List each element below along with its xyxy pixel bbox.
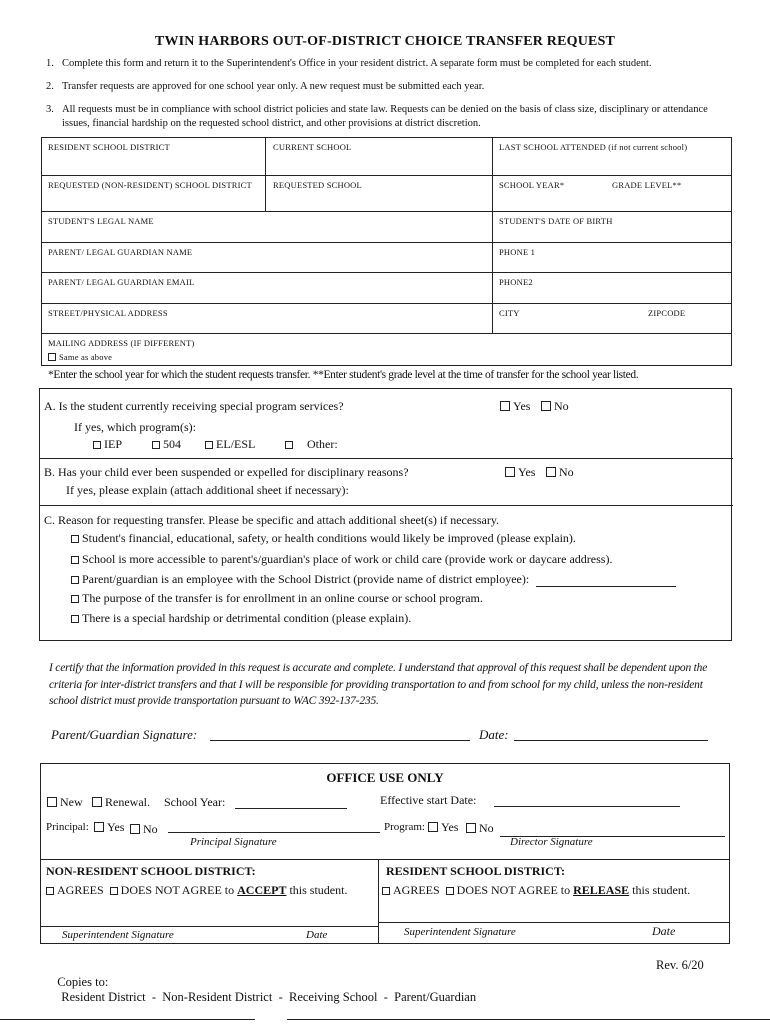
checkbox-icon[interactable] xyxy=(71,576,79,584)
resident-district-field[interactable]: RESIDENT SCHOOL DISTRICT xyxy=(48,142,170,152)
nonres-date-caption: Date xyxy=(306,929,328,941)
nonres-signature-caption: Superintendent Signature xyxy=(62,929,174,941)
program-label: Program: xyxy=(384,821,425,833)
phone2-field[interactable]: PHONE2 xyxy=(499,277,533,287)
checkbox-icon[interactable] xyxy=(71,556,79,564)
parent-name-field[interactable]: PARENT/ LEGAL GUARDIAN NAME xyxy=(48,247,193,257)
office-school-year-label: School Year: xyxy=(164,795,226,809)
principal-signature-caption: Principal Signature xyxy=(190,836,277,848)
reason-option[interactable] xyxy=(71,591,483,606)
principal-no[interactable] xyxy=(130,822,158,837)
revision-label: Rev. 6/20 xyxy=(656,958,704,972)
no-label: No xyxy=(559,465,574,479)
office-use-title: OFFICE USE ONLY xyxy=(326,770,444,785)
checkbox-icon[interactable] xyxy=(92,797,102,807)
yes-label: Yes xyxy=(441,820,459,834)
section-a-followup: If yes, which program(s): xyxy=(74,420,196,434)
checkbox-icon[interactable] xyxy=(94,822,104,832)
checkbox-icon[interactable] xyxy=(205,441,213,449)
checkbox-icon[interactable] xyxy=(46,887,54,895)
no-label: No xyxy=(143,822,158,836)
agrees-label: AGREES xyxy=(57,883,104,897)
res-district-title: RESIDENT SCHOOL DISTRICT: xyxy=(386,864,565,878)
reason-label: School is more accessible to parent's/guardian's place of work or child care (provide work or daycare address). xyxy=(82,552,613,566)
parent-signature-label: Parent/Guardian Signature: xyxy=(51,727,198,742)
parent-email-field[interactable]: PARENT/ LEGAL GUARDIAN EMAIL xyxy=(48,277,195,287)
office-renewal-option[interactable] xyxy=(92,795,150,810)
employee-name-input[interactable] xyxy=(536,574,676,587)
reason-label: Student's financial, educational, safety, or health conditions would likely be improved (please explain). xyxy=(82,531,576,545)
nonres-decision xyxy=(46,883,347,898)
agrees-label: AGREES xyxy=(393,883,440,897)
current-school-field[interactable]: CURRENT SCHOOL xyxy=(273,142,352,152)
checkbox-icon[interactable] xyxy=(466,823,476,833)
phone1-field[interactable]: PHONE 1 xyxy=(499,247,536,257)
no-label: No xyxy=(479,821,494,835)
same-as-above-option[interactable] xyxy=(48,352,112,362)
checkbox-icon[interactable] xyxy=(47,797,57,807)
street-address-field[interactable]: STREET/PHYSICAL ADDRESS xyxy=(48,308,168,318)
checkbox-icon[interactable] xyxy=(71,595,79,603)
school-year-field[interactable]: SCHOOL YEAR* xyxy=(499,180,565,190)
res-date-caption: Date xyxy=(652,924,676,938)
this-student-label: this student. xyxy=(632,883,691,897)
checkbox-icon[interactable] xyxy=(110,887,118,895)
reason-label: The purpose of the transfer is for enrollment in an online course or school program. xyxy=(82,591,483,605)
footnote: *Enter the school year for which the student requests transfer. **Enter student's grade level at the time of transfer for the school year listed. xyxy=(48,369,639,381)
mailing-address-field[interactable]: MAILING ADDRESS (IF DIFFERENT) xyxy=(48,338,195,348)
accept-keyword: ACCEPT xyxy=(237,883,287,897)
checkbox-icon[interactable] xyxy=(48,353,56,361)
checkbox-icon[interactable] xyxy=(446,887,454,895)
student-dob-field[interactable]: STUDENT'S DATE OF BIRTH xyxy=(499,216,613,226)
res-decision xyxy=(382,883,690,898)
student-name-field[interactable]: STUDENT'S LEGAL NAME xyxy=(48,216,154,226)
section-b-followup: If yes, please explain (attach additional sheet if necessary): xyxy=(66,483,349,497)
nonres-district-title: NON-RESIDENT SCHOOL DISTRICT: xyxy=(46,864,256,878)
program-other[interactable] xyxy=(285,437,338,452)
instruction-3 xyxy=(46,103,726,131)
requested-district-field[interactable]: REQUESTED (NON-RESIDENT) SCHOOL DISTRICT xyxy=(48,180,252,190)
instruction-number: 2. xyxy=(46,81,54,92)
grade-level-field[interactable]: GRADE LEVEL** xyxy=(612,180,682,190)
reason-option[interactable] xyxy=(71,552,612,567)
office-school-year-input[interactable] xyxy=(235,795,347,809)
bottom-rule-right xyxy=(287,1019,770,1020)
program-no[interactable] xyxy=(466,821,494,836)
checkbox-icon[interactable] xyxy=(541,401,551,411)
program-label: EL/ESL xyxy=(216,437,256,451)
section-b-yes[interactable] xyxy=(505,465,535,480)
same-as-above-label: Same as above xyxy=(59,352,113,362)
new-label: New xyxy=(60,795,83,809)
effective-date-label: Effective start Date: xyxy=(380,793,477,807)
instruction-number: 3. xyxy=(46,104,54,115)
res-signature-input[interactable] xyxy=(378,922,730,923)
certification-text: I certify that the information provided in this request is accurate and complete. I understand that approval of this request shall be dependent upon the criteria for inter-district transfers and that I will be responsible for providing transportation to and from school for my child, unless the non-resident school district must provide transportation pursuant to WAC 392-137-235. xyxy=(49,662,708,707)
no-label: No xyxy=(554,399,569,413)
section-b-question: B. Has your child ever been suspended or expelled for disciplinary reasons? xyxy=(44,465,409,479)
city-field[interactable]: CITY xyxy=(499,308,520,318)
principal-label: Principal: xyxy=(46,821,89,833)
reason-option[interactable] xyxy=(71,572,676,587)
release-keyword: RELEASE xyxy=(573,883,630,897)
program-label: IEP xyxy=(104,437,122,451)
program-el-esl[interactable] xyxy=(205,437,255,452)
director-signature-caption: Director Signature xyxy=(510,836,593,848)
res-signature-caption: Superintendent Signature xyxy=(404,926,516,938)
section-b-no[interactable] xyxy=(546,465,574,480)
checkbox-icon[interactable] xyxy=(285,441,293,449)
renewal-label: Renewal. xyxy=(105,795,150,809)
checkbox-icon[interactable] xyxy=(546,467,556,477)
section-a-no[interactable] xyxy=(541,399,569,414)
program-label: 504 xyxy=(163,437,181,451)
effective-date-input[interactable] xyxy=(494,793,680,807)
nonres-signature-input[interactable] xyxy=(40,926,378,927)
instruction-1 xyxy=(46,57,726,71)
principal-signature-input[interactable] xyxy=(168,820,380,833)
checkbox-icon[interactable] xyxy=(93,441,101,449)
section-c-question: C. Reason for requesting transfer. Please be specific and attach additional sheet(s) if necessary. xyxy=(44,513,500,527)
section-a-yes[interactable] xyxy=(500,399,530,414)
parent-date-label: Date: xyxy=(479,727,509,742)
checkbox-icon[interactable] xyxy=(382,887,390,895)
requested-school-field[interactable]: REQUESTED SCHOOL xyxy=(273,180,362,190)
checkbox-icon[interactable] xyxy=(505,467,515,477)
checkbox-icon[interactable] xyxy=(428,822,438,832)
reason-option[interactable] xyxy=(71,611,411,626)
reason-label: There is a special hardship or detrimental condition (please explain). xyxy=(82,611,412,625)
copies-label: Copies to: xyxy=(57,975,109,989)
parent-signature-input[interactable] xyxy=(210,727,470,741)
last-school-field[interactable]: LAST SCHOOL ATTENDED (if not current school) xyxy=(499,142,688,152)
program-label: Other: xyxy=(307,437,338,451)
program-iep[interactable] xyxy=(93,437,122,452)
reason-label: Parent/guardian is an employee with the School District (provide name of district employee): xyxy=(82,572,530,586)
checkbox-icon[interactable] xyxy=(71,535,79,543)
office-new-option[interactable] xyxy=(47,795,83,810)
checkbox-icon[interactable] xyxy=(152,441,160,449)
yes-label: Yes xyxy=(513,399,531,413)
instruction-text: Transfer requests are approved for one school year only. A new request must be submitted each year. xyxy=(62,81,485,92)
checkbox-icon[interactable] xyxy=(130,824,140,834)
this-student-label: this student. xyxy=(289,883,348,897)
yes-label: Yes xyxy=(518,465,536,479)
not-agree-label: DOES NOT AGREE to xyxy=(456,883,571,897)
yes-label: Yes xyxy=(107,820,125,834)
page-title: TWIN HARBORS OUT-OF-DISTRICT CHOICE TRANSFER REQUEST xyxy=(154,34,616,49)
program-yes[interactable] xyxy=(428,820,458,835)
footer-copies xyxy=(51,960,476,1005)
instruction-text: Complete this form and return it to the Superintendent's Office in your resident district. A separate form must be completed for each student. xyxy=(62,58,652,69)
instruction-text: All requests must be in compliance with school district policies and state law. Requests can be denied on the basis of class size, disciplinary or attendance issues, financial hardship on the requested school district, and other provisions at district discretion. xyxy=(62,104,708,129)
section-a-question: A. Is the student currently receiving special program services? xyxy=(44,399,344,413)
principal-yes[interactable] xyxy=(94,820,124,835)
instruction-2 xyxy=(46,80,726,94)
reason-option[interactable] xyxy=(71,531,576,546)
program-504[interactable] xyxy=(152,437,181,452)
not-agree-label: DOES NOT AGREE to xyxy=(120,883,235,897)
bottom-rule-left xyxy=(0,1019,255,1020)
copies-recipients: Resident District - Non-Resident District - Receiving School - Parent/Guardian xyxy=(61,990,477,1004)
instruction-number: 1. xyxy=(46,58,54,69)
zipcode-field[interactable]: ZIPCODE xyxy=(648,308,686,318)
office-use-box xyxy=(40,763,730,944)
checkbox-icon[interactable] xyxy=(71,615,79,623)
parent-date-input[interactable] xyxy=(514,727,708,741)
checkbox-icon[interactable] xyxy=(500,401,510,411)
